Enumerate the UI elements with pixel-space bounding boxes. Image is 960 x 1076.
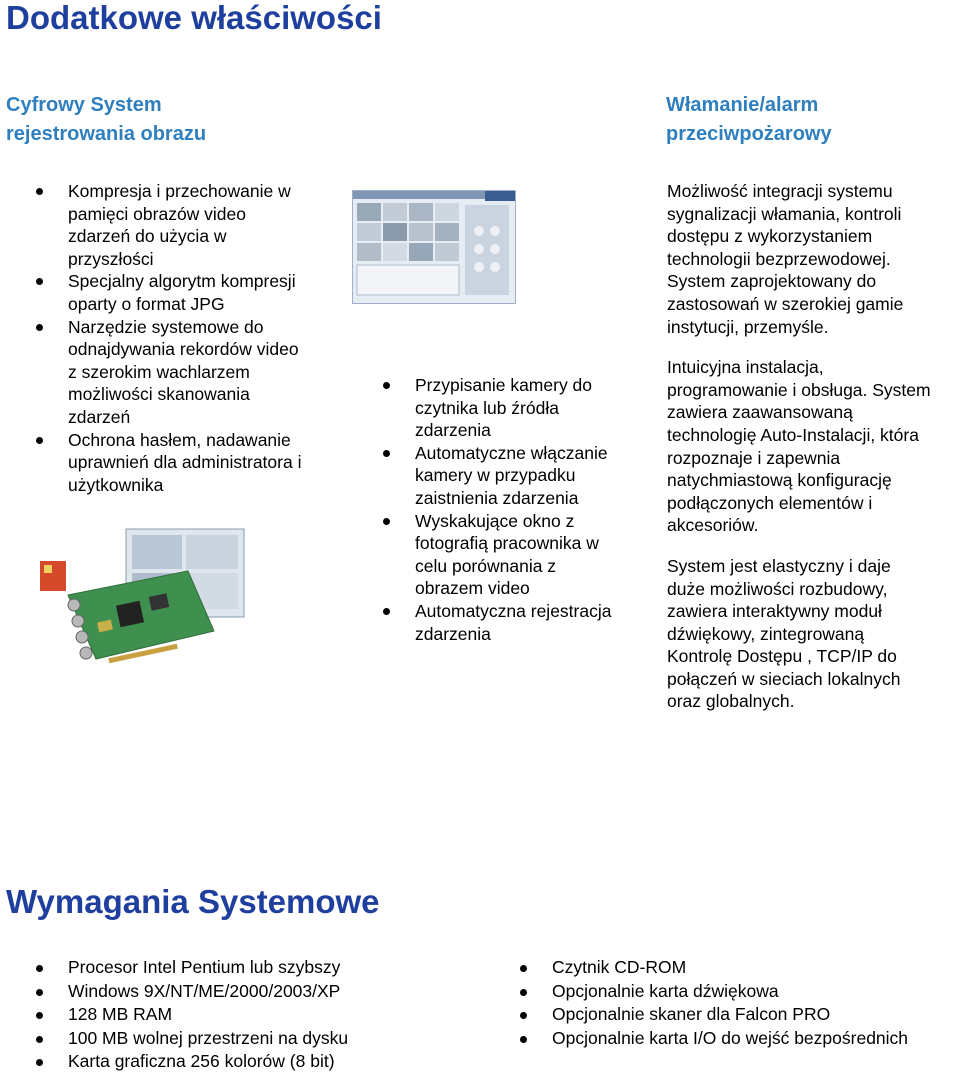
list-item: 100 MB wolnej przestrzeni na dysku xyxy=(36,1027,476,1051)
list-item: Opcjonalnie karta dźwiękowa xyxy=(520,980,958,1004)
requirements-list-left xyxy=(36,956,476,1074)
dvr-feature-list xyxy=(36,180,366,496)
list-item: Ochrona hasłem, nadawanie uprawnień dla administratora i użytkownika xyxy=(36,429,366,497)
section-heading-line: Włamanie/alarm xyxy=(666,94,819,116)
page-title: Dodatkowe właściwości xyxy=(6,0,382,36)
list-item: Specjalny algorytm kompresji oparty o format JPG xyxy=(36,270,366,315)
section-heading-line: Cyfrowy System xyxy=(6,94,162,116)
section-heading-line: przeciwpożarowy xyxy=(666,123,832,145)
list-item: Procesor Intel Pentium lub szybszy xyxy=(36,956,476,980)
software-screenshot-image xyxy=(352,190,516,304)
paragraph: Intuicyjna instalacja, programowanie i obsługa. System zawiera zaawansowaną technologię Auto-Instalacji, która rozpoznaje i zapewnia natychmiastową konfigurację podłączonych elementów i akcesoriów. xyxy=(667,357,931,536)
list-item: Opcjonalnie karta I/O do wejść bezpośrednich xyxy=(520,1027,958,1051)
list-item: 128 MB RAM xyxy=(36,1003,476,1027)
list-item: Automatyczna rejestracja zdarzenia xyxy=(383,600,653,645)
capture-card-image xyxy=(38,525,250,675)
list-item: Kompresja i przechowanie w pamięci obrazów video zdarzeń do użycia w przyszłości xyxy=(36,180,366,270)
list-item: Automatyczne włączanie kamery w przypadku zaistnienia zdarzenia xyxy=(383,442,653,510)
requirements-list-right xyxy=(520,956,958,1050)
camera-feature-list xyxy=(383,374,653,645)
section-heading-dvr xyxy=(6,91,326,149)
section-heading-alarm xyxy=(666,91,956,149)
paragraph: Możliwość integracji systemu sygnalizacji włamania, kontroli dostępu z wykorzystaniem technologii bezprzewodowej. System zaprojektowany do zastosowań w szerokiej gamie instytucji, przemyśle. xyxy=(667,181,904,337)
list-item: Opcjonalnie skaner dla Falcon PRO xyxy=(520,1003,958,1027)
section-heading-line: rejestrowania obrazu xyxy=(6,123,207,145)
list-item: Czytnik CD-ROM xyxy=(520,956,958,980)
requirements-title: Wymagania Systemowe xyxy=(6,883,380,920)
list-item: Narzędzie systemowe do odnajdywania rekordów video z szerokim wachlarzem możliwości skanowania zdarzeń xyxy=(36,316,366,429)
list-item: Windows 9X/NT/ME/2000/2003/XP xyxy=(36,980,476,1004)
list-item: Karta graficzna 256 kolorów (8 bit) xyxy=(36,1050,476,1074)
paragraph: System jest elastyczny i daje duże możliwości rozbudowy, zawiera interaktywny moduł dźwiękowy, zintegrowaną Kontrolę Dostępu , TCP/IP do połączeń w sieciach lokalnych oraz globalnych. xyxy=(667,555,901,712)
list-item: Wyskakujące okno z fotografią pracownika w celu porównania z obrazem video xyxy=(383,510,653,600)
alarm-description xyxy=(667,180,959,713)
list-item: Przypisanie kamery do czytnika lub źródła zdarzenia xyxy=(383,374,653,442)
